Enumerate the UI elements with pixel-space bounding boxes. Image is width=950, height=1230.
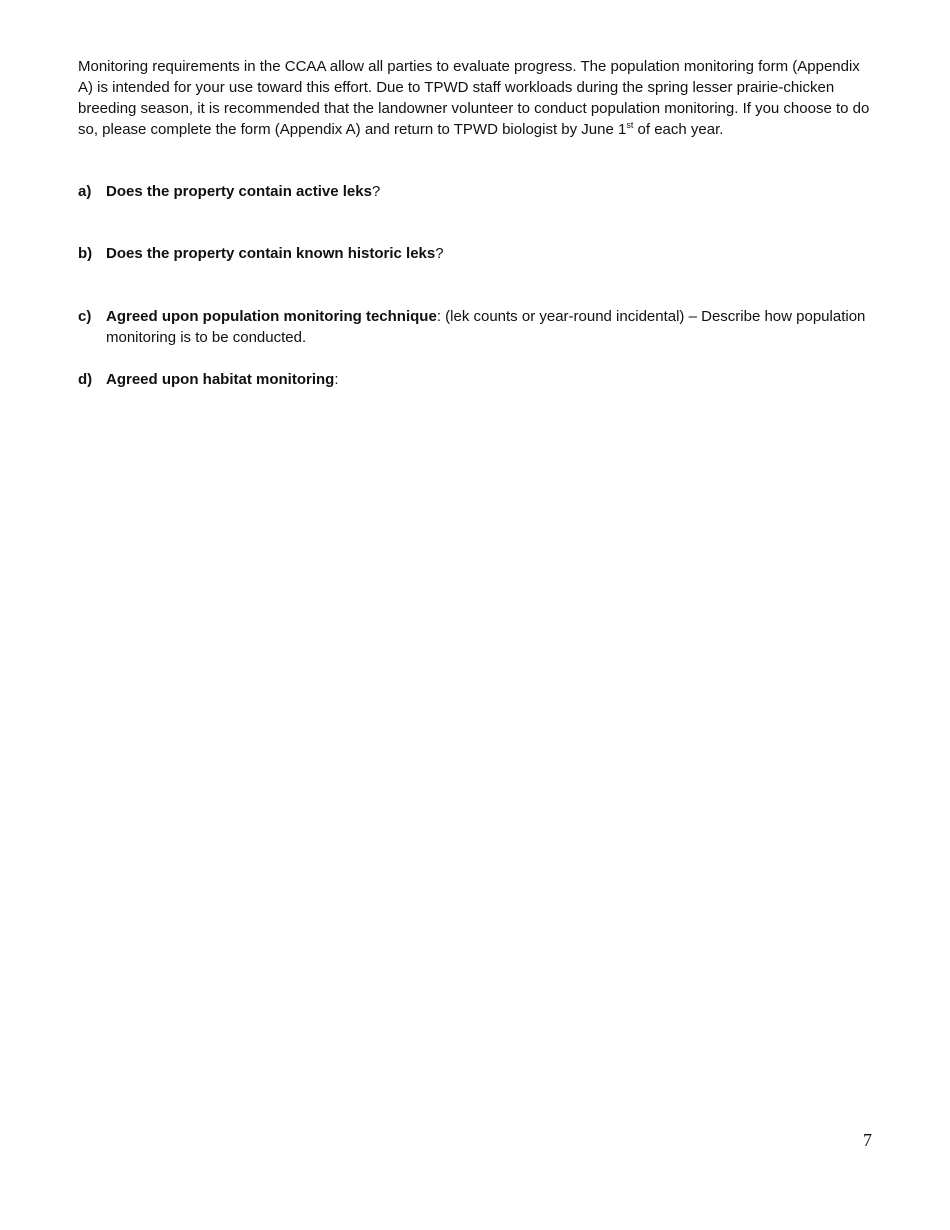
item-marker: a) (78, 183, 92, 200)
item-content (106, 306, 873, 348)
item-content (106, 243, 873, 264)
item-label: Agreed upon habitat monitoring (106, 371, 335, 388)
item-suffix: : (334, 371, 339, 388)
item-content (106, 369, 873, 390)
intro-paragraph (78, 56, 873, 140)
item-label: Does the property contain known historic leks (106, 245, 436, 262)
item-marker: c) (78, 308, 92, 325)
item-marker: d) (78, 371, 93, 388)
item-suffix: : (lek counts or year-round incidental) – Describe how population monitoring is to be conducted. (106, 308, 866, 346)
question-item-d (78, 369, 873, 390)
question-item-b (78, 243, 873, 264)
intro-superscript: st (626, 120, 634, 130)
intro-text-end: of each year. (633, 121, 724, 138)
item-label: Does the property contain active leks (106, 183, 372, 200)
question-item-a (78, 181, 873, 202)
page-number: 7 (863, 1130, 872, 1150)
item-suffix: ? (371, 183, 381, 200)
item-suffix: ? (435, 245, 444, 262)
item-content (106, 181, 873, 202)
question-item-c (78, 306, 873, 348)
item-marker: b) (78, 245, 93, 262)
intro-text: Monitoring requirements in the CCAA allow all parties to evaluate progress. The population monitoring form (Appendix A) is intended for your use toward this effort. Due to TPWD staff workloads during the spring lesser prairie-chicken breeding season, it is recommended that the landowner volunteer to conduct population monitoring. If you choose to do so, please complete the form (Appendix A) and return to TPWD biologist by June 1 (78, 58, 870, 138)
item-label: Agreed upon population monitoring technique (106, 308, 437, 325)
